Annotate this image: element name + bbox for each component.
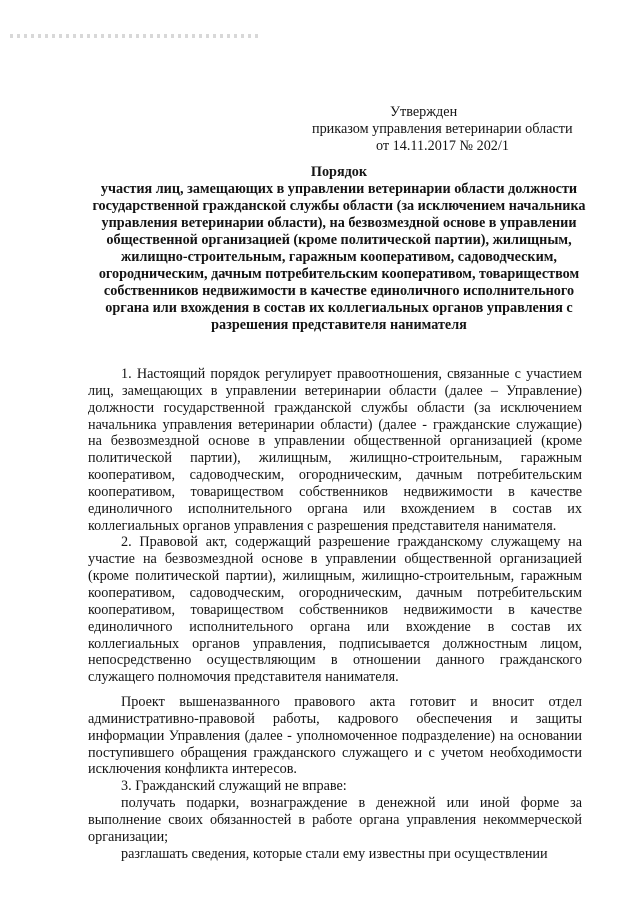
paragraph-5: получать подарки, вознаграждение в денежной или иной форме за выполнение своих обязанностей в работе органа управления некоммерческой организации; bbox=[88, 795, 582, 845]
paragraph-3: Проект вышеназванного правового акта готовит и вносит отдел административно-правовой работы, кадрового обеспечения и защиты информации Управления (далее - уполномоченное подразделение) на основании поступившего обращения гражданского служащего и с учетом необходимости исключения конфликта интересов. bbox=[88, 694, 582, 778]
paragraph-1: 1. Настоящий порядок регулирует правоотношения, связанные с участием лиц, замещающих в управлении ветеринарии области (далее – Управление) должности государственной гражданской службы области (за исключением начальника управления ветеринарии области) (далее - гражданские служащие) на безвозмездной основе в управлении общественной организацией (кроме политической партии), жилищным, жилищно-строительным, гаражным кооперативом, садоводческим, огородническим, дачным потребительским кооперативом, товариществом собственников недвижимости в качестве единоличного исполнительного органа или вхождением в состав их коллегиальных органов управления с разрешения представителя нанимателя. bbox=[88, 366, 582, 534]
approval-line-order: приказом управления ветеринарии области bbox=[312, 121, 573, 137]
title-heading: Порядок bbox=[310, 164, 368, 180]
approval-line-date: от 14.11.2017 № 202/1 bbox=[376, 138, 509, 154]
approval-line-approved: Утвержден bbox=[390, 104, 458, 120]
approval-stamp bbox=[312, 104, 612, 155]
paragraph-4: 3. Гражданский служащий не вправе: bbox=[121, 778, 347, 795]
paragraph-2: 2. Правовой акт, содержащий разрешение гражданскому служащему на участие на безвозмездной основе в управлении общественной организацией (кроме политической партии), жилищным, жилищно-строительным, гаражным кооперативом, садоводческим, огородническим, дачным потребительским кооперативом, товариществом собственников недвижимости в качестве единоличного исполнительного органа или вхождение в состав их коллегиальных органов управления, подписывается должностным лицом, непосредственно осуществляющим в отношении данного гражданского служащего полномочия представителя нанимателя. bbox=[88, 534, 582, 686]
document-body bbox=[88, 366, 582, 862]
title-subtitle: участия лиц, замещающих в управлении ветеринарии области должности государственной гражданской службы области (за исключением начальника управления ветеринарии области), на безвозмездной основе в управлении общественной организацией (кроме политической партии), жилищным, жилищно-строительным, гаражным кооперативом, садоводческим, огородническим, дачным потребительским кооперативом, товариществом собственников недвижимости в качестве единоличного исполнительного органа или вхождения в состав их коллегиальных органов управления с разрешения представителя нанимателя bbox=[92, 181, 586, 333]
document-title bbox=[92, 164, 586, 334]
paragraph-6: разглашать сведения, которые стали ему известны при осуществлении bbox=[121, 845, 548, 862]
scan-artifact bbox=[10, 34, 260, 38]
